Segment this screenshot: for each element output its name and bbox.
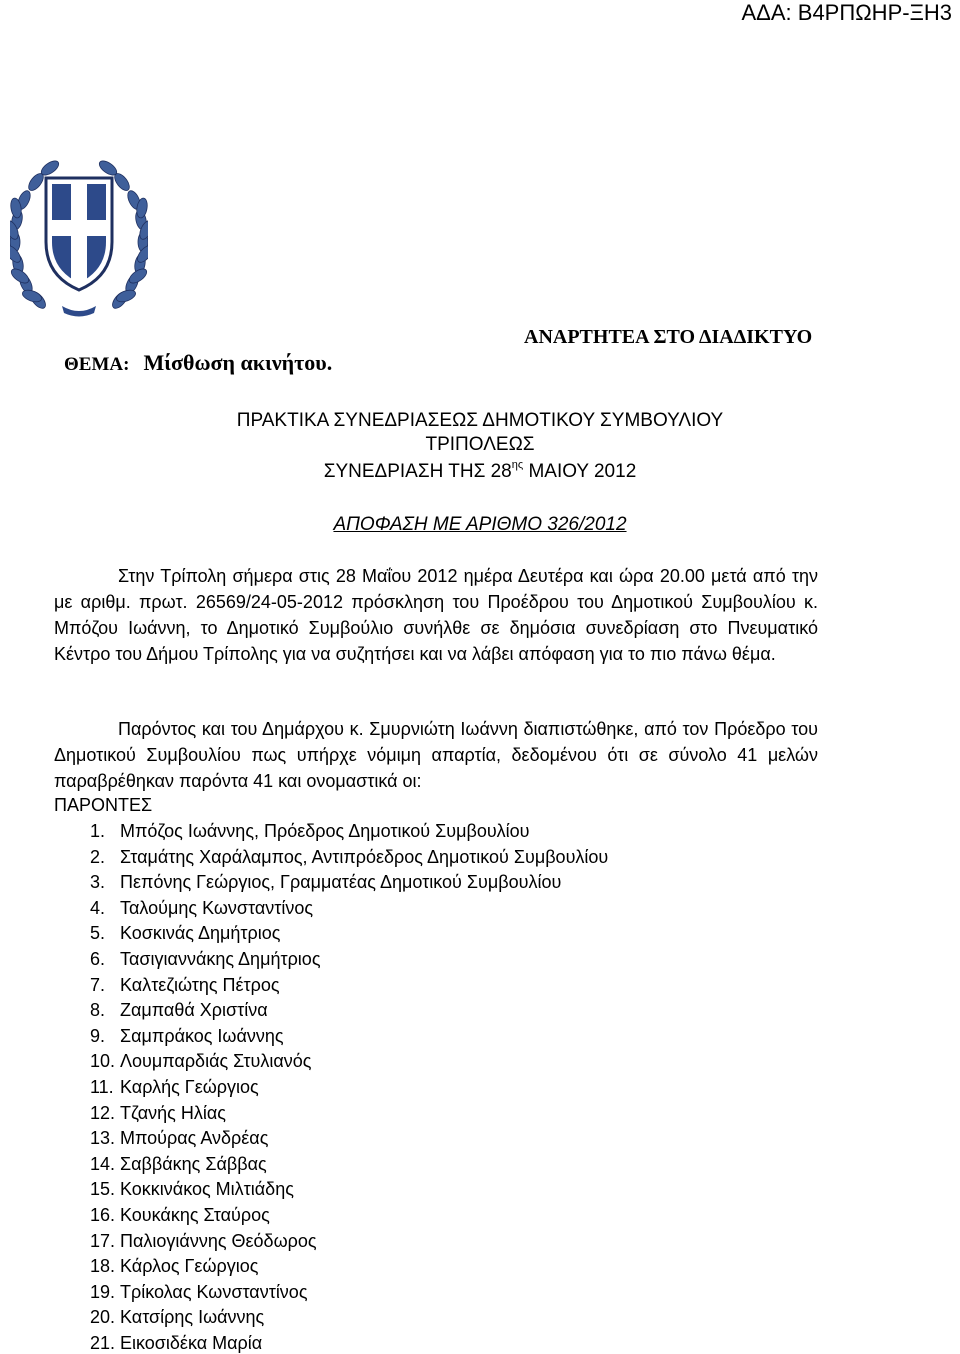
member-name: Παλιογιάννης Θεόδωρος	[120, 1230, 317, 1251]
greek-coat-of-arms-icon	[10, 150, 148, 318]
member-number: 10.	[90, 1051, 116, 1072]
member-number: 9.	[90, 1025, 106, 1046]
member-number: 13.	[90, 1128, 116, 1149]
session-date-suffix: ΜΑΙΟΥ 2012	[528, 461, 637, 482]
session-date-prefix: ΣΥΝΕΔΡΙΑΣΗ ΤΗΣ 28	[323, 461, 512, 482]
member-number: 5.	[90, 923, 106, 944]
member-number: 6.	[90, 948, 106, 969]
session-date-ordinal: ης	[511, 459, 524, 471]
member-name: Καλτεζιώτης Πέτρος	[120, 974, 280, 995]
member-number: 18.	[90, 1256, 116, 1277]
list-item	[90, 1127, 608, 1153]
member-name: Ταλούμης Κωνσταντίνος	[120, 897, 314, 918]
member-name: Ζαμπαθά Χριστίνα	[120, 1000, 268, 1021]
list-item	[90, 1050, 608, 1076]
list-item	[90, 999, 608, 1025]
list-item	[90, 1178, 608, 1204]
list-item	[90, 1281, 608, 1307]
list-item	[90, 1230, 608, 1256]
quorum-paragraph	[54, 716, 818, 794]
member-number: 19.	[90, 1281, 116, 1302]
member-number: 21.	[90, 1332, 116, 1353]
posted-online-label: ΑΝΑΡΤΗΤΕΑ ΣΤΟ ΔΙΑΔΙΚΤΥΟ	[524, 326, 813, 348]
member-name: Πεπόνης Γεώργιος, Γραμματέας Δημοτικού Συμβουλίου	[120, 872, 562, 893]
subject-text: Μίσθωση ακινήτου.	[143, 350, 333, 375]
member-name: Μπούρας Ανδρέας	[120, 1128, 269, 1149]
list-item	[90, 846, 608, 872]
list-item	[90, 820, 608, 846]
intro-paragraph-text: Στην Τρίπολη σήμερα στις 28 Μαΐου 2012 ημέρα Δευτέρα και ώρα 20.00 μετά από την με αριθμ. πρωτ. 26569/24-05-2012 πρόσκληση του Προέδρου του Δημοτικού Συμβουλίου κ. Μπόζου Ιωάννη, το Δημοτικό Συμβούλιο συνήλθε σε δημόσια συνεδρίαση στο Πνευματικό Κέντρο του Δήμου Τρίπολης για να συζητήσει και να λάβει απόφαση για το πιο πάνω θέμα.	[54, 566, 818, 664]
member-name: Τρίκολας Κωνσταντίνος	[120, 1281, 308, 1302]
member-name: Εικοσιδέκα Μαρία	[120, 1332, 263, 1353]
member-number: 15.	[90, 1179, 116, 1200]
member-number: 14.	[90, 1153, 116, 1174]
member-name: Σαββάκης Σάββας	[120, 1153, 267, 1174]
member-number: 20.	[90, 1307, 116, 1328]
member-name: Καρλής Γεώργιος	[120, 1076, 259, 1097]
list-item	[90, 1076, 608, 1102]
minutes-title-city: ΤΡΙΠΟΛΕΩΣ	[425, 434, 535, 455]
list-item	[90, 1204, 608, 1230]
list-item	[90, 897, 608, 923]
list-item	[90, 1102, 608, 1128]
member-name: Κάρλος Γεώργιος	[120, 1256, 259, 1277]
present-heading: ΠΑΡΟΝΤΕΣ	[54, 795, 153, 815]
list-item	[90, 1025, 608, 1051]
member-number: 3.	[90, 872, 106, 893]
list-item	[90, 1306, 608, 1332]
member-name: Κοσκινάς Δημήτριος	[120, 923, 281, 944]
list-item	[90, 948, 608, 974]
quorum-paragraph-text: Παρόντος και του Δημάρχου κ. Σμυρνιώτη Ιωάννη διαπιστώθηκε, από τον Πρόεδρο του Δημοτικού Συμβουλίου πως υπήρχε νόμιμη απαρτία, δεδομένου ότι σε σύνολο 41 μελών παραβρέθηκαν παρόντα 41 και ονομαστικά οι:	[54, 719, 818, 791]
list-item	[90, 974, 608, 1000]
member-number: 1.	[90, 821, 106, 841]
decision-number: ΑΠΟΦΑΣΗ ΜΕ ΑΡΙΘΜΟ 326/2012	[333, 514, 627, 535]
member-number: 12.	[90, 1102, 116, 1123]
member-name: Κουκάκης Σταύρος	[120, 1204, 270, 1225]
present-members-list	[90, 820, 608, 1354]
member-name: Κοκκινάκος Μιλτιάδης	[120, 1179, 294, 1200]
member-name: Σταμάτης Χαράλαμπος, Αντιπρόεδρος Δημοτικού Συμβουλίου	[120, 846, 609, 867]
member-number: 11.	[90, 1076, 114, 1097]
list-item	[90, 871, 608, 897]
member-number: 4.	[90, 897, 106, 918]
ada-code: ΑΔΑ: Β4ΡΠΩΗΡ-ΞΗ3	[741, 0, 952, 25]
list-item	[90, 1332, 608, 1354]
member-number: 7.	[90, 974, 106, 995]
member-name: Τζανής Ηλίας	[120, 1102, 226, 1123]
member-number: 2.	[90, 846, 106, 867]
member-name: Λουμπαρδιάς Στυλιανός	[120, 1051, 312, 1072]
list-item	[90, 1153, 608, 1179]
intro-paragraph	[54, 563, 818, 667]
member-number: 8.	[90, 1000, 106, 1021]
list-item	[90, 922, 608, 948]
member-name: Σαμπράκος Ιωάννης	[120, 1025, 284, 1046]
member-name: Μπόζος Ιωάννης, Πρόεδρος Δημοτικού Συμβουλίου	[120, 821, 530, 841]
member-number: 16.	[90, 1204, 116, 1225]
subject-label: ΘΕΜΑ:	[64, 354, 130, 375]
subject-line	[64, 350, 332, 378]
member-name: Κατσίρης Ιωάννης	[120, 1307, 265, 1328]
member-name: Τασιγιαννάκης Δημήτριος	[120, 948, 321, 969]
session-date	[0, 461, 960, 483]
list-item	[90, 1255, 608, 1281]
minutes-title: ΠΡΑΚΤΙΚΑ ΣΥΝΕΔΡΙΑΣΕΩΣ ΔΗΜΟΤΙΚΟΥ ΣΥΜΒΟΥΛΙΟΥ	[236, 410, 724, 431]
member-number: 17.	[90, 1230, 116, 1251]
